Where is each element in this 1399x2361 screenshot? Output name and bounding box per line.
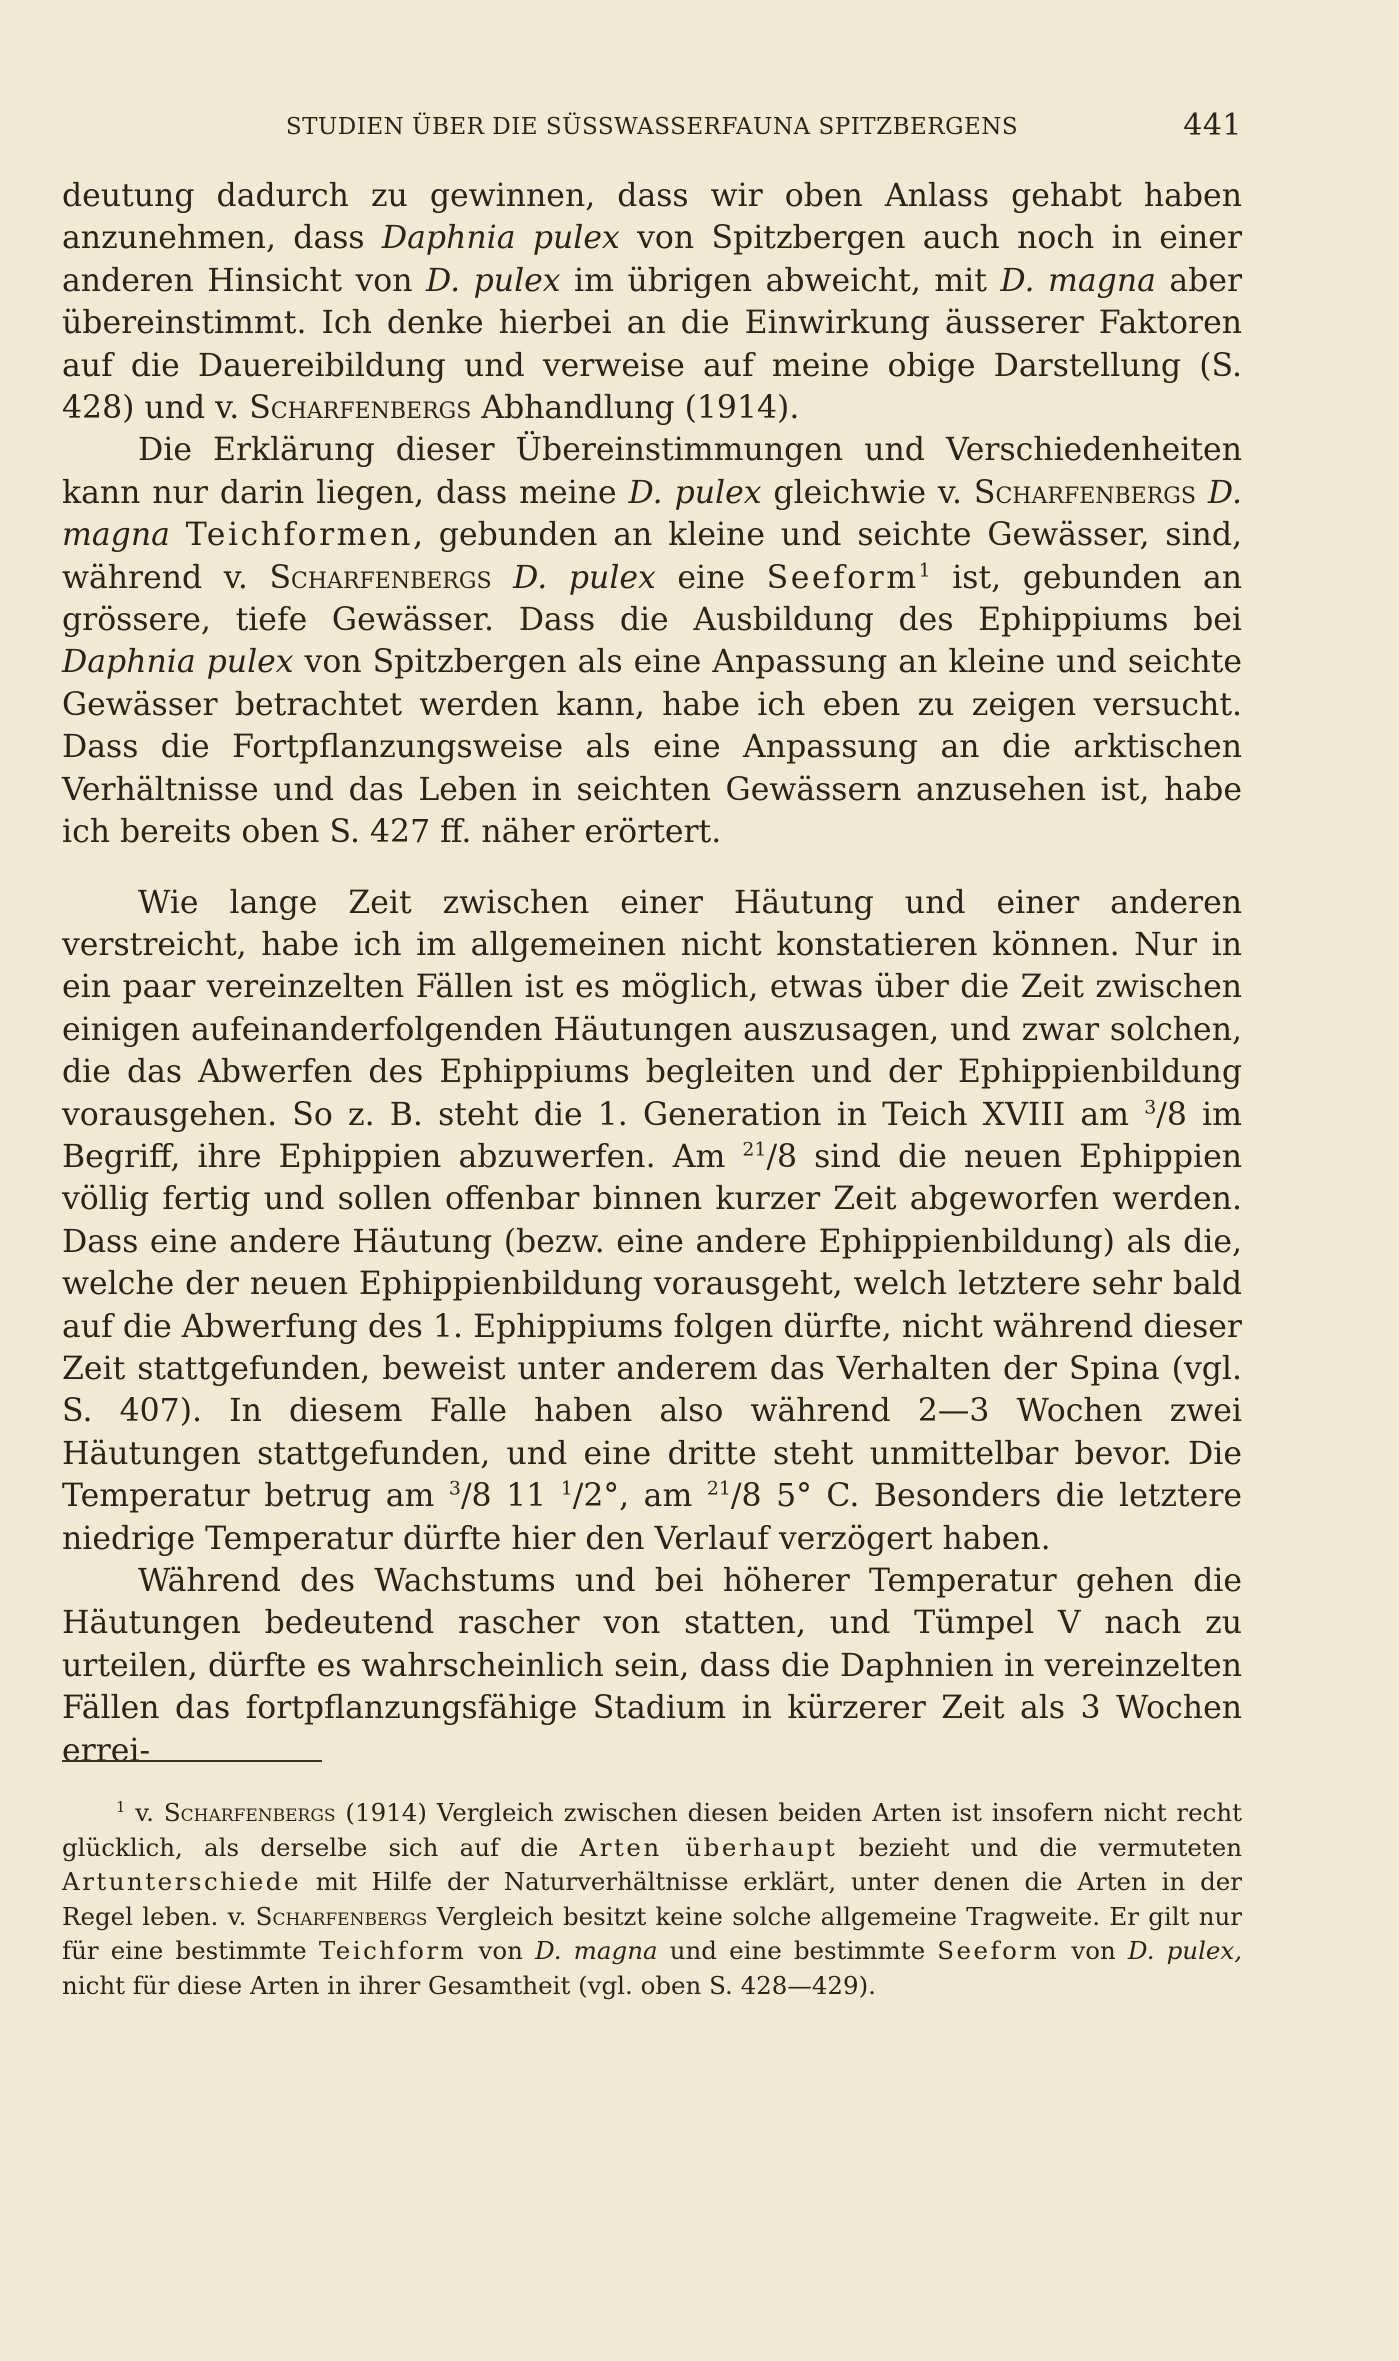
footnote-rule: [62, 1760, 322, 1762]
text: Abhandlung (1914).: [471, 390, 800, 427]
text: eine: [655, 559, 767, 596]
text: Vergleich besitzt keine solche allgemeine Tragweite. Er gilt nur für eine bestimmte: [62, 1901, 1243, 1965]
emphasized-term: Seeform: [766, 559, 919, 596]
footnote-number: 1: [116, 1798, 126, 1816]
text: bezieht und die vermuteten: [837, 1832, 1242, 1862]
date-month: /8: [730, 1478, 762, 1515]
text: 5° C. Besonders die letztere niedrige Temperatur dürfte hier den Verlauf verzögert haben.: [62, 1478, 1243, 1557]
text: von: [466, 1936, 535, 1965]
species-name: Daphnia pulex: [62, 644, 294, 681]
footnote: [62, 1796, 1242, 2003]
text: gleichwie v.: [761, 474, 974, 511]
emphasized-term: Seeform: [937, 1936, 1060, 1965]
species-name: D. magna: [535, 1936, 658, 1965]
species-name: D. pulex: [628, 474, 762, 511]
running-header: [62, 108, 1242, 148]
text: im Begriff, ihre Ephippien abzuwerfen. Am: [62, 1096, 1242, 1175]
text: aber übereinstimmt. Ich denke hierbei an die Einwirkung äusserer Faktoren auf die Dauereibildung und verweise auf meine obige Darstellung (S. 428) und v.: [62, 262, 1243, 427]
date-month: /8: [766, 1138, 798, 1175]
text: sind die neuen Ephippien völlig fertig und sollen offenbar binnen kurzer Zeit abgeworfen werden. Dass eine andere Häutung (bezw. eine andere Ephippienbildung) als die, welche der neuen Ephippienbildung vorausgeht, welch letztere sehr bald auf die Abwerfung des 1. Ephippiums folgen dürfte, nicht während dieser Zeit stattgefunden, beweist unter anderem das Verhalten der Spina (vgl. S. 407). In diesem Falle haben also während 2—3 Wochen zwei Häutungen stattgefunden, und eine dritte steht unmittelbar bevor. Die Temperatur betrug am: [62, 1138, 1242, 1515]
text: ist, gebunden an grössere, tiefe Gewässer. Dass die Ausbildung des Ephippiums bei: [62, 559, 1243, 639]
text: , gebunden an kleine und seichte Gewässer, sind, während v.: [62, 517, 1242, 596]
date-day: 3: [1144, 1096, 1157, 1119]
paragraph-1: [62, 175, 1242, 429]
species-name: D. magna: [62, 474, 1242, 554]
date-month: /8: [460, 1478, 492, 1515]
species-name: D. pulex: [513, 559, 656, 596]
author-name: Scharfenbergs: [269, 559, 492, 596]
text: Wie lange Zeit zwischen einer Häutung und einer anderen verstreicht, habe ich im allgemeinen nicht konstatieren können. Nur in ein paar vereinzelten Fällen ist es möglich, etwas über die Zeit zwischen einigen aufeinanderfolgenden Häutungen auszusagen, und zwar solchen, die das Abwerfen des Ephippiums begleiten und der Ephippienbildung vorausgehen. So z. B. steht die 1. Generation in Teich XVIII am: [62, 884, 1242, 1133]
date-day: 3: [448, 1477, 461, 1500]
author-name: Scharfenbergs: [255, 1901, 428, 1931]
paragraph-2: [62, 429, 1242, 853]
text: im übrigen abweicht, mit: [560, 262, 1001, 299]
species-name: D. magna: [1000, 262, 1156, 299]
author-name: Scharfenbergs: [249, 390, 472, 427]
date-day: 2: [706, 1477, 719, 1500]
species-name: Daphnia pulex: [381, 220, 620, 257]
date-day: 1: [718, 1477, 731, 1500]
text: /2°, am: [572, 1478, 707, 1515]
footnote-1: [62, 1796, 1242, 2003]
paragraph-3: [62, 882, 1242, 1561]
page-number: 441: [1183, 108, 1242, 143]
text: Während des Wachstums und bei höherer Temperatur gehen die Häutungen bedeutend rascher von statten, und Tümpel V nach zu urteilen, dürfte es wahrscheinlich sein, dass die Daphnien in vereinzelten Fällen das fortpflanzungsfähige Stadium in kürzerer Zeit als 3 Wochen errei-: [62, 1563, 1242, 1769]
paragraph-4: [62, 1560, 1242, 1772]
temperature-value: 11: [491, 1478, 561, 1515]
author-name: Scharfenbergs: [973, 474, 1196, 511]
emphasized-term: Arten überhaupt: [579, 1832, 838, 1862]
main-text: [62, 175, 1242, 1772]
text: mit Hilfe der Naturverhältnisse erklärt, unter denen die Arten in der Regel leben. v.: [62, 1867, 1242, 1931]
text: von Spitzbergen als eine Anpassung an kleine und seichte Gewässer betrachtet werden kann, habe ich eben zu zeigen versucht. Dass die Fortpflanzungsweise als eine Anpassung an die arktischen Verhältnisse und das Leben in seichten Gewässern anzusehen ist, habe ich bereits oben S. 427 ff. näher erörtert.: [62, 644, 1242, 851]
emphasized-term: Artunterschiede: [62, 1867, 301, 1896]
date-day: 21: [742, 1138, 767, 1161]
running-title: STUDIEN ÜBER DIE SÜSSWASSERFAUNA SPITZBERGENS: [285, 114, 1019, 140]
footnote-marker: 1: [918, 559, 931, 582]
species-name: D. pulex: [426, 262, 561, 299]
text: von Spitzbergen auch noch in einer anderen Hinsicht von: [62, 220, 1243, 299]
text: v.: [125, 1798, 164, 1827]
date-month: /8: [1156, 1096, 1187, 1133]
text: deutung dadurch zu gewinnen, dass wir oben Anlass gehabt haben anzunehmen, dass: [62, 178, 1242, 257]
text: (1914) Vergleich zwischen diesen beiden Arten ist insofern nicht recht glücklich, als derselbe sich auf die: [62, 1798, 1242, 1862]
text: Die Erklärung dieser Übereinstimmungen und Verschiedenheiten kann nur darin liegen, dass meine: [62, 432, 1242, 511]
text: und eine bestimmte: [657, 1936, 938, 1965]
text: von: [1059, 1936, 1128, 1965]
author-name: Scharfenbergs: [163, 1798, 336, 1827]
emphasized-term: Teichformen: [185, 517, 413, 554]
fraction-numerator: 1: [560, 1477, 573, 1500]
emphasized-term: Teichform: [318, 1936, 467, 1965]
species-name: D. pulex,: [1127, 1936, 1243, 1965]
text: nicht für diese Arten in ihrer Gesamtheit (vgl. oben S. 428—429).: [62, 1970, 876, 2000]
